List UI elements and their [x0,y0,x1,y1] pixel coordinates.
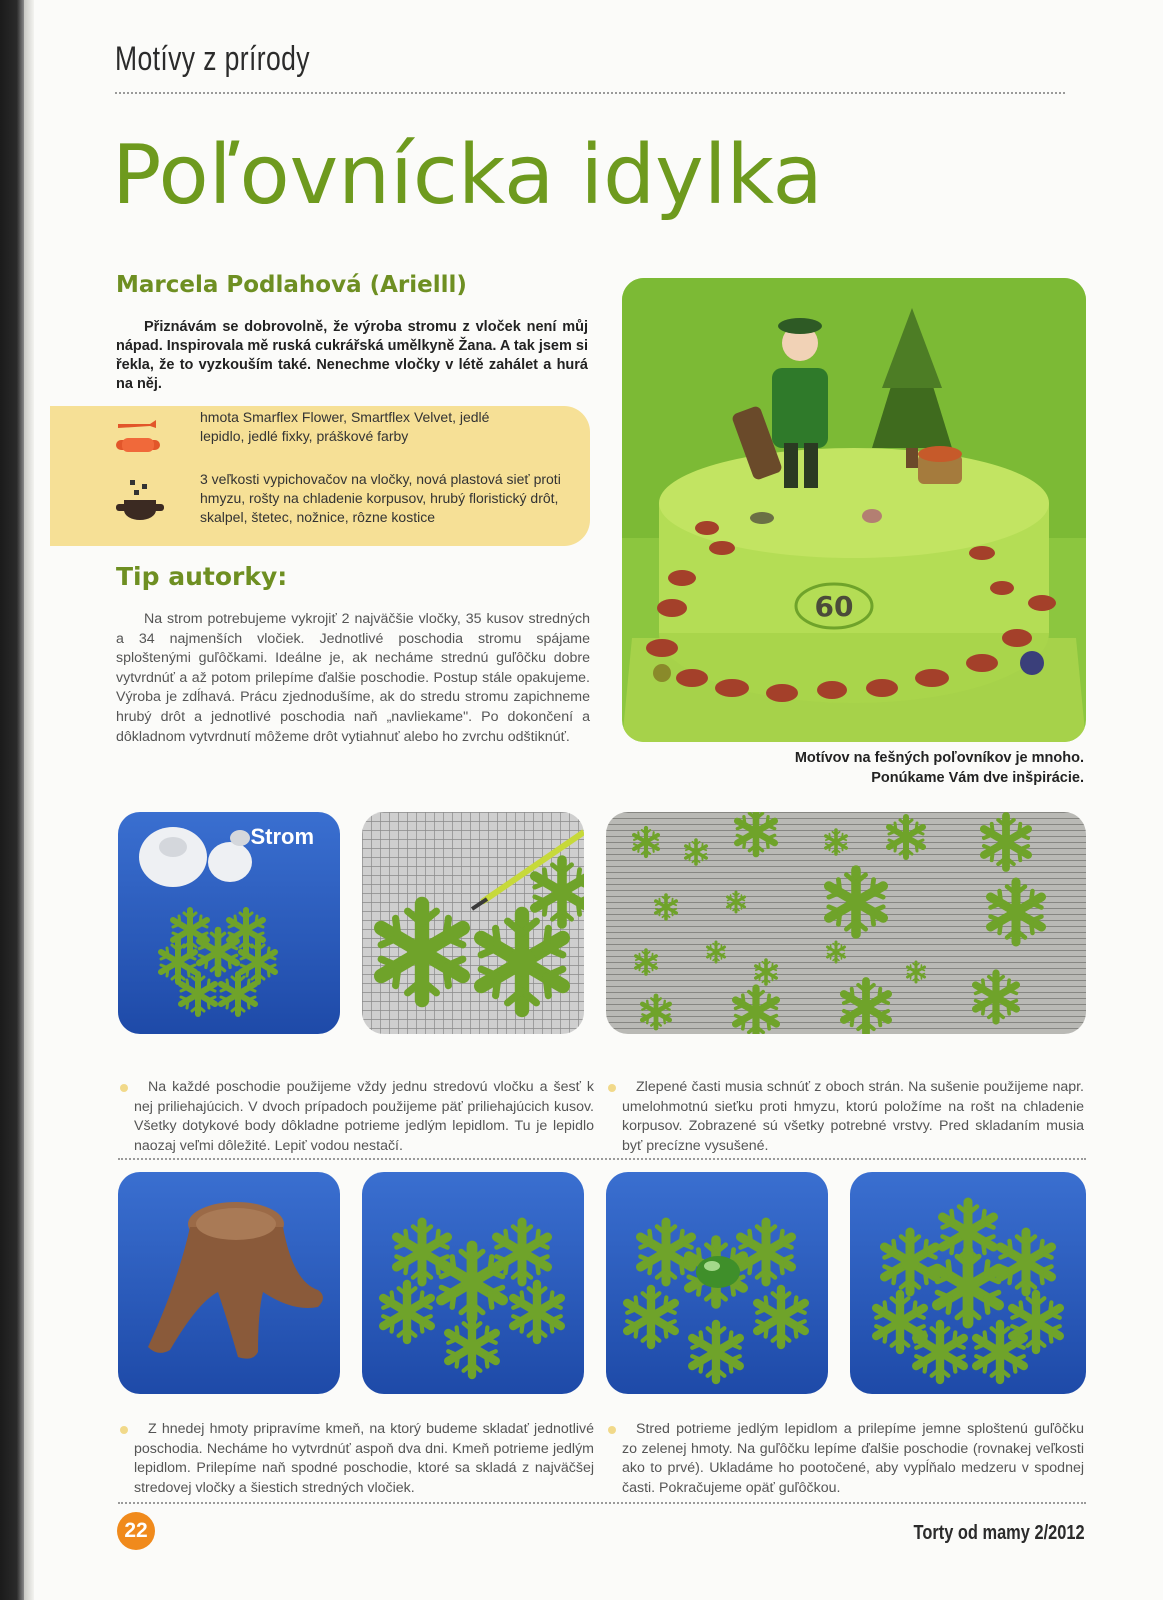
header-divider [115,92,1065,94]
caption-step-1: Na každé poschodie použijeme vždy jednu stredovú vločku a šesť k nej priliehajúcich. V dvoch prípadoch použijeme päť priliehajúcich kusov. Všetky dotykové body dôkladne potrieme jedlým lepidlom. Tu je lepidlo naozaj veľmi dôležité. Lepiť vodou nestačí. [134,1078,594,1156]
cake-photo [622,278,1086,742]
cake-number: 60 [814,590,854,623]
photo-cutters [118,812,340,1034]
page-binding-shadow [24,0,34,1600]
page-binding [0,0,24,1600]
tools-text: 3 veľkosti vypichovačov na vločky, nová plastová sieť proti hmyzu, rošty na chladenie korpusov, hrubý floristický drôt, skalpel, štetec, nožnice, rôzne kostice [200,471,561,525]
magazine-issue: Torty od mamy 2/2012 [913,1522,1085,1544]
cake-caption-line1: Motívov na fešných poľovníkov je mnoho. [794,750,1084,766]
photo-tier-1 [362,1172,584,1394]
pot-icon [116,478,164,524]
rolling-pin-icon [116,418,160,458]
page-number: 22 [117,1512,155,1550]
caption-step-4: Stred potrieme jedlým lepidlom a prilepíme jemne sploštenú guľôčku zo zelenej hmoty. Na guľôčku lepíme ďalšie poschodie (rovnakej veľkosti ako to prvé). Ukladáme ho pootočené, aby vypĺňalo medzeru v spodnej časti. Pokračujeme opäť guľôčkou. [622,1420,1084,1498]
strom-label: Strom [250,824,314,849]
article-author: Marcela Podlahová (Arielll) [116,272,467,298]
photo-glue-flakes [362,812,584,1034]
footer-divider [118,1502,1086,1504]
article-intro: Přiznávám se dobrovolně, že výroba stromu z vloček není můj nápad. Inspirovala mě ruská cukrářská umělkyně Žana. A tak jsem si řekla, že to vyzkouším také. Nenechme vločky v létě zahálet a hurá na něj. [116,319,589,392]
tip-title: Tip autorky: [116,562,288,591]
section-label: Motívy z prírody [115,40,310,78]
photo-tier-2 [850,1172,1086,1394]
article-title: Poľovnícka idylka [112,128,823,223]
caption-step-3: Z hnedej hmoty pripravíme kmeň, na ktorý budeme skladať jednotlivé poschodia. Necháme ho vytvrdnúť aspoň dva dni. Kmeň potrieme jedlým lepidlom. Prilepíme naň spodné poschodie, ktoré sa skladá z najväčšej stredovej vločky a šiestich stredných vločiek. [134,1420,594,1498]
tip-text: Na strom potrebujeme vykrojiť 2 najväčšie vločky, 35 kusov stredných a 34 najmenších vločiek. Jednotlivé poschodia stromu spájame sploštenými guľôčkami. Ideálne je, ak necháme strednú guľôčku dobre vytvrdnúť a až potom prilepíme ďalšie poschodie. Postup stále opakujeme. Výroba je zdĺhavá. Prácu zjednodušíme, ak do stredu stromu zapichneme hrubý drôt a jednotlivé poschodia naň „navliekame". Po dokončení a dôkladnom vytvrdnutí môžeme drôt vytiahnuť alebo ho zvrchu odštiknúť. [116,611,590,745]
cake-caption [640,748,1084,788]
photo-tier-ball [606,1172,828,1394]
steps-divider [118,1158,1086,1160]
caption-step-2: Zlepené časti musia schnúť z oboch strán. Na sušenie použijeme napr. umelohmotnú sieťku proti hmyzu, ktorú položíme na rošt na chladenie korpusov. Zobrazené sú všetky potrebné vrstvy. Pred skladaním musia byť precízne vysušené. [622,1078,1084,1156]
photo-trunk [118,1172,340,1394]
cake-caption-line2: Ponúkame Vám dve inšpirácie. [871,770,1084,786]
photo-drying-rack [606,812,1086,1034]
ingredients-text: hmota Smarflex Flower, Smartflex Velvet, jedlé lepidlo, jedlé fixky, práškové farby [200,409,490,444]
